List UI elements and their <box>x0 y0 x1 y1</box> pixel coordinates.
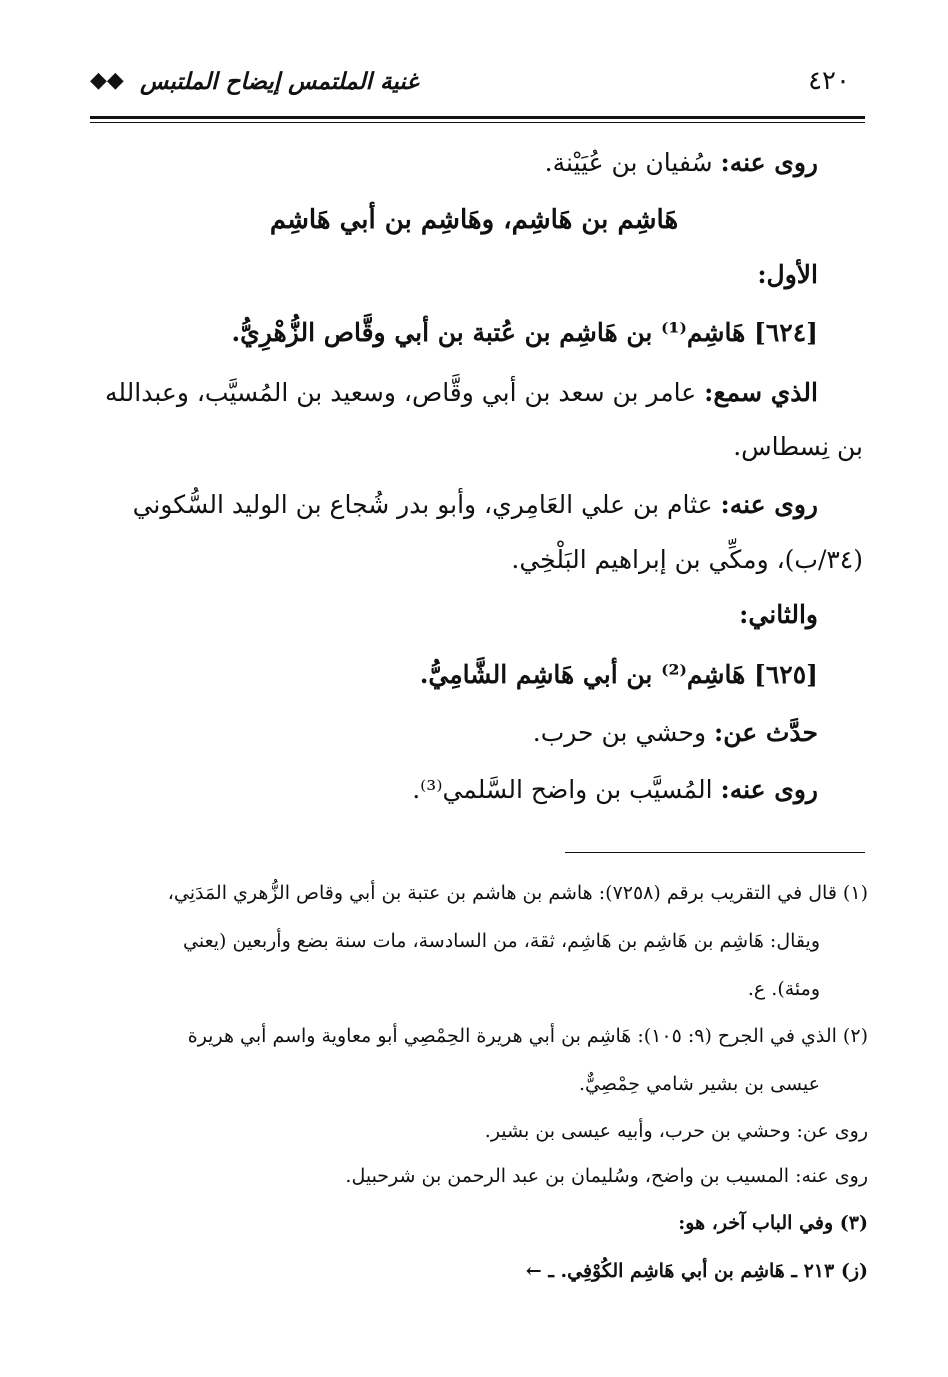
footnote-1-line-1: (١) قال في التقريب برقم (٧٢٥٨): هاشم بن هاشم بن عتبة بن أبي وقاص الزُّهري المَدَنِي، <box>167 882 868 904</box>
narrated-by-label-3: روى عنه: <box>720 775 818 804</box>
narrated-by-line-2 <box>133 490 818 519</box>
narrated-by-line-3 <box>412 775 818 804</box>
entry-625 <box>420 660 818 689</box>
heard-from-label: الذي سمع: <box>704 378 818 407</box>
section-heading: هَاشِم بن هَاشِم، وهَاشِم بن أبي هَاشِم <box>269 205 679 235</box>
narrated-by-line <box>545 148 818 177</box>
narrated-from-label: حدَّث عن: <box>714 718 818 747</box>
second-label: والثاني: <box>739 600 818 629</box>
footnote-2-line-4: روى عنه: المسيب بن واضح، وسُليمان بن عبد الرحمن بن شرحبيل. <box>345 1165 868 1187</box>
narrated-from-text: وحشي بن حرب. <box>532 718 714 747</box>
arrow-left-icon: ← <box>525 1260 542 1282</box>
narrated-by-text-3: المُسيَّب بن واضح السَّلمي⁽³⁾. <box>412 775 721 804</box>
footnote-3-entry: (ز) ٢١٣ ـ هَاشِم بن أبي هَاشِم الكُوْفِي. ـ <box>548 1260 868 1282</box>
entry-624-number: [٦٢٤] <box>754 318 818 347</box>
diamond-ornament-icon: ◆◆ <box>90 68 124 93</box>
footnote-3-line-2 <box>526 1260 868 1282</box>
page-number: ٤٢٠ <box>808 66 850 96</box>
header-rule-thick <box>90 116 865 119</box>
first-label: الأول: <box>757 260 818 289</box>
footnote-2-line-1: (٢) الذي في الجرح (٩: ١٠٥): هَاشِم بن أبي هريرة الحِمْصِي أبو معاوية واسم أبي هريرة <box>187 1025 868 1047</box>
entry-625-name: هَاشِم⁽²⁾ بن أبي هَاشِم الشَّامِيُّ. <box>419 660 755 689</box>
narrated-by-text: سُفيان بن عُيَيْنة. <box>544 148 721 177</box>
footnote-2-line-2: عيسى بن بشير شامي حِمْصِيٌّ. <box>578 1073 820 1095</box>
heard-from-text: عامر بن سعد بن أبي وقَّاص، وسعيد بن المُسيَّب، وعبدالله <box>105 378 705 407</box>
narrated-by-label-2: روى عنه: <box>720 490 818 519</box>
narrated-by-label: روى عنه: <box>720 148 818 177</box>
narrated-from-line <box>533 718 818 747</box>
footnote-3-line-1: (٣) وفي الباب آخر، هو: <box>678 1212 868 1234</box>
footnote-1-line-2: ويقال: هَاشِم بن هَاشِم بن هَاشِم، ثقة، من السادسة، مات سنة بضع وأربعين (يعني <box>183 930 820 952</box>
heard-from-line <box>105 378 818 407</box>
footnote-separator <box>565 852 865 853</box>
header-rule-thin <box>90 122 865 123</box>
footnote-2-line-3: روى عن: وحشي بن حرب، وأبيه عيسى بن بشير. <box>484 1120 868 1142</box>
footnote-1-line-3: ومئة). ع. <box>747 978 820 1000</box>
running-title: غنية الملتمس إيضاح الملتبس <box>140 68 419 95</box>
entry-624-name: هَاشِم⁽¹⁾ بن هَاشِم بن عُتبة بن أبي وقَّاص الزُّهْرِيُّ. <box>231 318 755 347</box>
narrated-by-line-2b: (٣٤/ب)، ومكِّي بن إبراهيم البَلْخِي. <box>511 545 863 574</box>
entry-625-number: [٦٢٥] <box>754 660 818 689</box>
entry-624 <box>231 318 818 347</box>
heard-from-line-2: بن نِسطاس. <box>733 432 863 461</box>
narrated-by-text-2: عثام بن علي العَامِري، وأبو بدر شُجاع بن الوليد السُّكوني <box>132 490 721 519</box>
page-header <box>90 62 850 102</box>
